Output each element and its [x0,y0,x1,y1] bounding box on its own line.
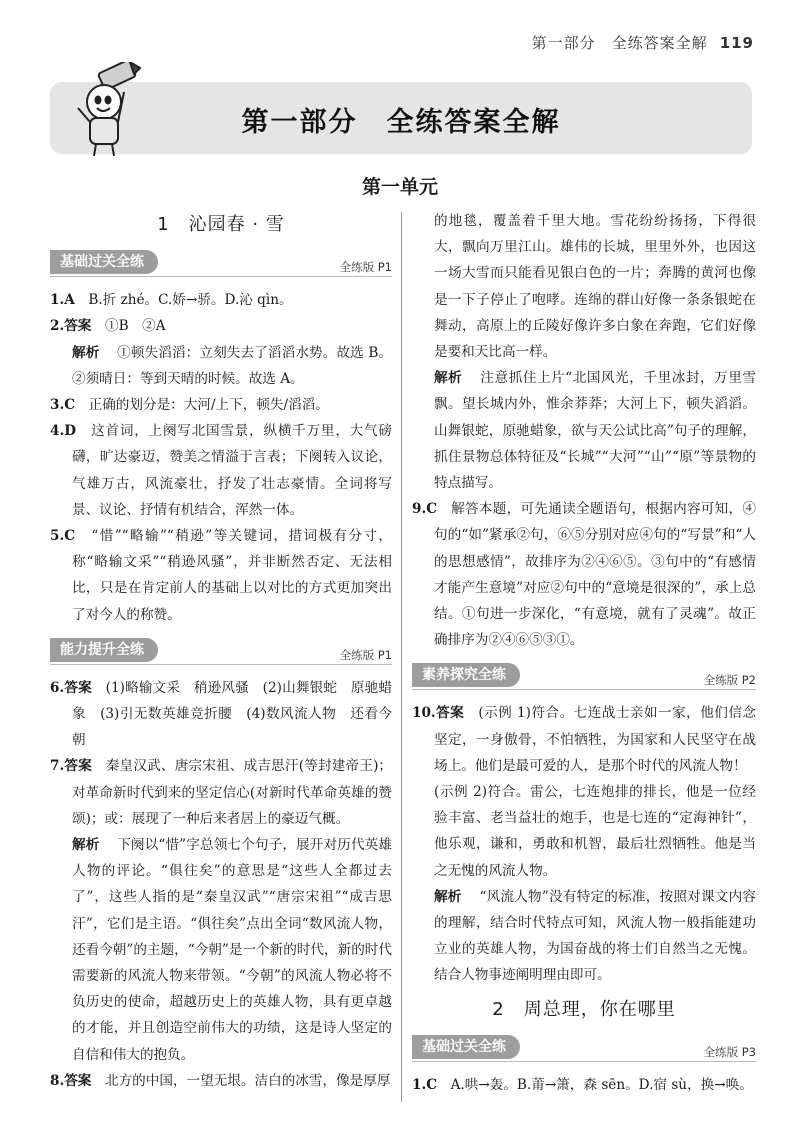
answer-number: 10.答案 [412,705,465,722]
answer-continuation: 的地毯，覆盖着千里大地。雪花纷纷扬扬，下得很大，飘向万里江山。雄伟的长城，里里外外，也因这一场大雪而只能看见银白色的一片；奔腾的黄河也像是一下子停止了咆哮。连绵的群山好像一条条银蛇在舞动，高原上的丘陵好像许多白象在奔跑，它们好像是要和天比高一样。 [434,213,756,361]
page-number: 119 [719,34,754,52]
answer-item [50,1068,392,1094]
section-ref: 全练版 P1 [339,260,392,275]
answer-number: 1.C [412,1076,438,1093]
part-title: 第一部分 全练答案全解 [241,107,561,138]
answer-number: 7.答案 [50,758,92,775]
answer-item [50,313,392,339]
section-ref: 全练版 P2 [703,673,756,688]
answer-item [50,418,392,523]
answer-text: 这首词，上阕写北国雪景，纵横千万里，大气磅礴，旷达豪迈，赞美之情溢于言表；下阕转入议论，气雄万古，风流豪壮，抒发了壮志豪情。全词将写景、议论、抒情有机结合，浑然一体。 [72,423,393,518]
section-header [50,250,392,277]
column-divider [401,212,402,1102]
answer-text: 秦皇汉武、唐宗宋祖、成吉思汗(等封建帝王)；对革命新时代到来的坚定信心(对新时代革命英雄的赞颂)；或：展现了一种后来者居上的豪迈气概。 [72,758,393,827]
answer-item [412,496,756,653]
section-label: 素养探究全练 [412,663,520,687]
answer-item [50,523,392,628]
answer-number: 5.C [50,528,76,545]
answer-item [412,1072,756,1098]
part-banner [50,82,752,154]
running-header [532,32,754,53]
left-column [50,208,392,1094]
analysis [50,340,392,392]
section-header [50,638,392,665]
unit-title: 第一单元 [361,176,438,198]
analysis-tag: 解析 [434,888,462,905]
analysis-tag: 解析 [72,837,100,854]
answer-number: 2.答案 [50,318,92,335]
answer-text: A.哄→轰。B.莆→箫，森 sēn。D.宿 sù，换→唤。 [450,1076,753,1093]
answer-text: “惜”“略输”“稍逊”等关键词，措词极有分寸，称“略输文采”“稍逊风骚”，并非断然否定、无法相比，只是在肯定前人的基础上以对比的方式更加突出了对今人的称赞。 [72,528,392,623]
section-header [412,1035,756,1062]
answer-item [50,675,392,754]
section-ref: 全练版 P1 [339,647,392,662]
analysis-tag: 解析 [434,370,463,387]
answer-item [412,700,756,779]
answer-number: 6.答案 [50,679,92,696]
analysis [50,832,392,1068]
analysis-text: ①顿失滔滔：立刻失去了滔滔水势。故选 B。②须晴日：等到天晴的时候。故选 A。 [72,344,393,387]
answer-item [50,392,392,418]
section-ref: 全练版 P3 [703,1044,756,1059]
lesson-title: 2 周总理，你在哪里 [492,998,676,1020]
answer-number: 4.D [50,423,76,440]
section-label: 基础过关全练 [412,1035,520,1059]
analysis-text: “风流人物”没有特定的标准，按照对课文内容的理解，结合时代特点可知，风流人物一般指能建功立业的英雄人物，为国奋战的将士们自然当之无愧。结合人物事迹阐明理由即可。 [434,888,756,984]
analysis-text: 下阕以“惜”字总领七个句子，展开对历代英雄人物的评论。“俱往矣”的意思是“这些人全都过去了”，这些人指的是“秦皇汉武”“唐宗宋祖”“成吉思汗”，它们是主语。“俱往矣”点出全词“数风流人物，还看今朝”的主题，“今朝”是一个新的时代，新的时代需要新的风流人物来带领。“今朝”的风流人物必将不负历史的使命，超越历史上的英雄人物，具有更卓越的才能，并且创造空前伟大的功绩，这是诗人坚定的自信和伟大的抱负。 [72,837,393,1063]
answer-text: 正确的划分是：大河/上下，顿失/滔滔。 [88,397,329,414]
right-column [412,208,756,1098]
answer-text: (示例 1)符合。七连战士亲如一家，他们信念坚定，一身傲骨，不怕牺牲，为国家和人民坚守在战场上。他们是最可爱的人，是那个时代的风流人物！ [434,705,757,774]
pencil-mascot-icon [64,62,144,158]
answer-text: 北方的中国，一望无垠。洁白的冰雪，像是厚厚 [104,1072,391,1089]
answer-number: 8.答案 [50,1072,92,1089]
analysis-text: 注意抓住上片“北国风光，千里冰封，万里雪飘。望长城内外，惟余莽莽；大河上下，顿失滔滔。山舞银蛇，原驰蜡象，欲与天公试比高”句子的理解，抓住景物总体特征及“长城”“大河”“山”“原”等景物的特点描写。 [434,370,757,492]
answer-text: B.折 zhé。C.娇→骄。D.沁 qìn。 [88,292,293,309]
answer-item [50,753,392,832]
section-header [412,663,756,690]
section-label: 能力提升全练 [50,638,158,662]
answer-text: (1)略输文采 稍逊风骚 (2)山舞银蛇 原驰蜡象 (3)引无数英雄竞折腰 (4)数风流人物 还看今朝 [72,679,393,749]
answer-text: ①B ②A [104,318,166,335]
section-label: 基础过关全练 [50,250,158,274]
answer-number: 9.C [412,501,438,518]
lesson-title: 1 沁园春 · 雪 [157,214,285,235]
answer-number: 3.C [50,397,76,414]
answer-item [50,287,392,313]
answer-number: 1.A [50,292,75,309]
answer-example: (示例 2)符合。雷公，七连炮排的排长，他是一位经验丰富、老当益壮的炮手，也是七连的“定海神针”，他乐观，谦和，勇敢和机智，最后壮烈牺牲。他是当之无愧的风流人物。 [434,784,756,879]
analysis-tag: 解析 [72,344,100,361]
running-header-section: 第一部分 全练答案全解 [531,34,708,52]
answer-text: 解答本题，可先通读全题语句，根据内容可知，④句的“如”紧承②句，⑥⑤分别对应④句的“写景”和“人的思想感情”，故排序为②④⑥⑤。③句中的“有感情才能产生意境”对应②句中的“意境是很深的”，承上总结。①句进一步深化，“有意境，就有了灵魂”。故正确排序为②④⑥⑤③①。 [434,501,757,649]
analysis [412,365,756,496]
analysis [412,884,756,989]
